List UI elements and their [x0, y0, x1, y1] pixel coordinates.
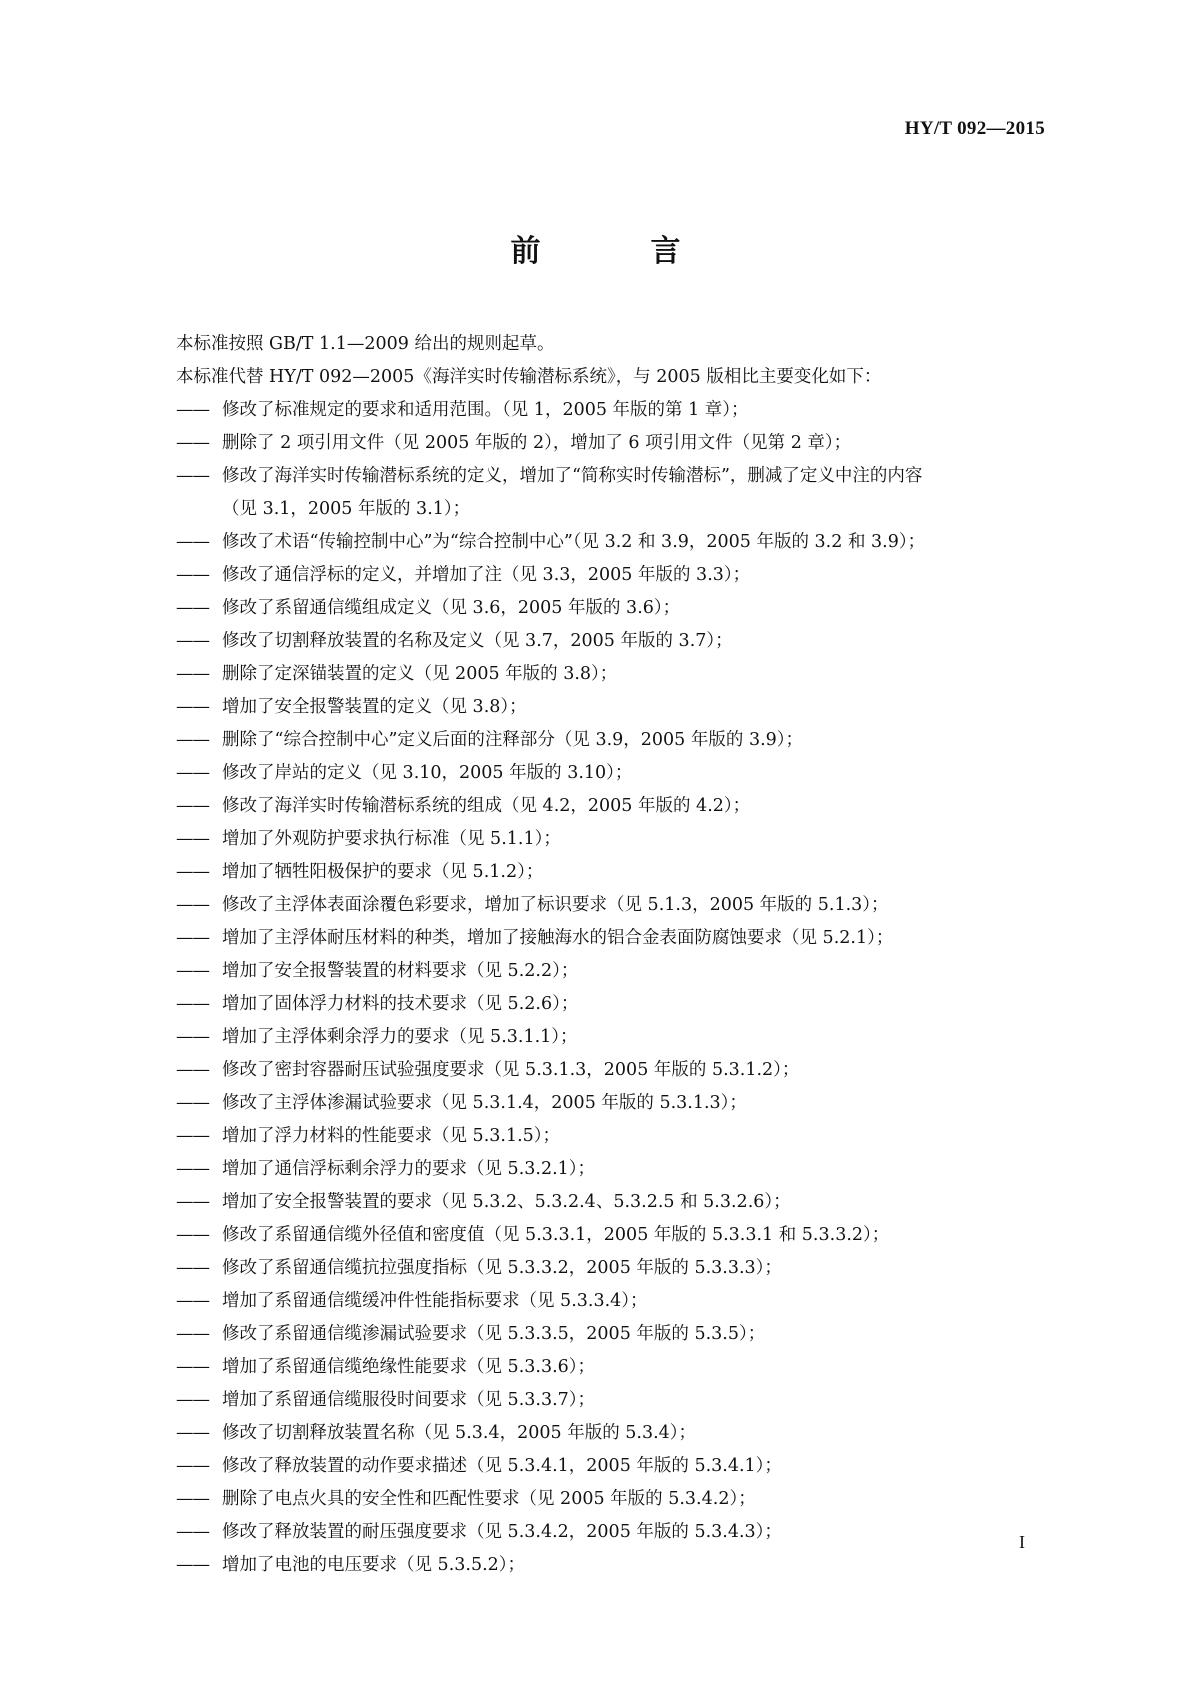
change-text: 修改了主浮体渗漏试验要求（见 5.3.1.4，2005 年版的 5.3.1.3）； [222, 1093, 747, 1113]
list-dash: —— [176, 928, 209, 948]
list-dash: —— [176, 664, 209, 684]
list-dash: —— [176, 400, 209, 420]
list-dash: —— [176, 796, 209, 816]
list-dash: —— [176, 1555, 209, 1575]
change-text: 增加了外观防护要求执行标准（见 5.1.1）； [222, 829, 561, 849]
change-text: 增加了主浮体剩余浮力的要求（见 5.3.1.1）； [222, 1027, 578, 1047]
change-list-item [176, 1087, 1056, 1120]
change-list-item [176, 1285, 1056, 1318]
list-dash: —— [176, 697, 209, 717]
list-dash: —— [176, 1489, 209, 1509]
list-dash: —— [176, 598, 209, 618]
change-list-item [176, 1384, 1056, 1417]
change-text: 修改了海洋实时传输潜标系统的组成（见 4.2，2005 年版的 4.2）； [222, 796, 751, 816]
list-dash: —— [176, 466, 209, 486]
change-text: 删除了定深锚装置的定义（见 2005 年版的 3.8）； [222, 664, 618, 684]
change-list-item [176, 1351, 1056, 1384]
list-dash: —— [176, 532, 209, 552]
list-dash: —— [176, 1291, 209, 1311]
change-list-item [176, 1318, 1056, 1351]
change-text: 增加了系留通信缆绝缘性能要求（见 5.3.3.6）； [222, 1357, 596, 1377]
intro-paragraph: 本标准按照 GB/T 1.1—2009 给出的规则起草。 [176, 334, 555, 354]
change-list-item [176, 1021, 1056, 1054]
change-list-item [176, 1450, 1056, 1483]
change-text: 修改了切割释放装置名称（见 5.3.4，2005 年版的 5.3.4）； [222, 1423, 697, 1443]
list-dash: —— [176, 1126, 209, 1146]
list-dash: —— [176, 1357, 209, 1377]
change-text: 增加了通信浮标剩余浮力的要求（见 5.3.2.1）； [222, 1159, 596, 1179]
change-list-item [176, 460, 1056, 526]
change-text: 增加了安全报警装置的定义（见 3.8）； [222, 697, 527, 717]
change-text: 修改了通信浮标的定义，并增加了注（见 3.3，2005 年版的 3.3）； [222, 565, 751, 585]
change-text: 修改了系留通信缆外径值和密度值（见 5.3.3.1，2005 年版的 5.3.3.1 和 5.3.3.2）； [222, 1225, 890, 1245]
list-dash: —— [176, 994, 209, 1014]
change-list-item [176, 922, 1056, 955]
list-dash: —— [176, 1456, 209, 1476]
change-text: 增加了安全报警装置的要求（见 5.3.2、5.3.2.4、5.3.2.5 和 5.3.2.6）； [222, 1192, 791, 1212]
change-text: 修改了释放装置的动作要求描述（见 5.3.4.1，2005 年版的 5.3.4.1）； [222, 1456, 782, 1476]
list-dash: —— [176, 1225, 209, 1245]
change-list-item [176, 394, 1056, 427]
list-dash: —— [176, 895, 209, 915]
change-text: 修改了主浮体表面涂覆色彩要求，增加了标识要求（见 5.1.3，2005 年版的 5.1.3）； [222, 895, 889, 915]
document-number: HY/T 092—2015 [904, 118, 1045, 139]
change-list-item [176, 526, 1056, 559]
change-list-item [176, 1516, 1056, 1549]
list-dash: —— [176, 1423, 209, 1443]
change-list-item [176, 757, 1056, 790]
change-list-item [176, 1219, 1056, 1252]
change-text: 修改了释放装置的耐压强度要求（见 5.3.4.2，2005 年版的 5.3.4.3）； [222, 1522, 782, 1542]
change-text: 修改了系留通信缆组成定义（见 3.6，2005 年版的 3.6）； [222, 598, 681, 618]
list-dash: —— [176, 1324, 209, 1344]
changes-list [176, 394, 1056, 1582]
change-text: 修改了切割释放装置的名称及定义（见 3.7，2005 年版的 3.7）； [222, 631, 733, 651]
list-dash: —— [176, 433, 209, 453]
change-list-item [176, 625, 1056, 658]
change-text: 修改了术语“传输控制中心”为“综合控制中心”（见 3.2 和 3.9，2005 年版的 3.2 和 3.9）； [222, 532, 926, 552]
change-text: 修改了标准规定的要求和适用范围。（见 1，2005 年版的第 1 章）； [222, 400, 749, 420]
change-list-item [176, 427, 1056, 460]
change-text: 增加了固体浮力材料的技术要求（见 5.2.6）； [222, 994, 579, 1014]
list-dash: —— [176, 829, 209, 849]
change-text: 增加了安全报警装置的材料要求（见 5.2.2）； [222, 961, 579, 981]
change-list-item [176, 955, 1056, 988]
list-dash: —— [176, 862, 209, 882]
list-dash: —— [176, 1159, 209, 1179]
change-list-item [176, 856, 1056, 889]
list-dash: —— [176, 1258, 209, 1278]
change-text: 增加了系留通信缆缓冲件性能指标要求（见 5.3.3.4）； [222, 1291, 648, 1311]
change-text: 删除了“综合控制中心”定义后面的注释部分（见 3.9，2005 年版的 3.9）； [222, 730, 804, 750]
change-list-item [176, 1252, 1056, 1285]
list-dash: —— [176, 565, 209, 585]
change-list-item [176, 592, 1056, 625]
list-dash: —— [176, 1192, 209, 1212]
change-text: 修改了海洋实时传输潜标系统的定义，增加了“简称实时传输潜标”，删减了定义中注的内容 [222, 466, 923, 486]
change-text: 增加了浮力材料的性能要求（见 5.3.1.5）； [222, 1126, 561, 1146]
list-dash: —— [176, 1390, 209, 1410]
list-dash: —— [176, 1522, 209, 1542]
change-text: 增加了系留通信缆服役时间要求（见 5.3.3.7）； [222, 1390, 596, 1410]
change-text: 删除了 2 项引用文件（见 2005 年版的 2），增加了 6 项引用文件（见第 2 章）； [222, 433, 852, 453]
change-list-item [176, 1054, 1056, 1087]
change-list-item [176, 658, 1056, 691]
change-text: 增加了牺牲阳极保护的要求（见 5.1.2）； [222, 862, 544, 882]
change-text: 修改了系留通信缆渗漏试验要求（见 5.3.3.5，2005 年版的 5.3.5）； [222, 1324, 766, 1344]
change-list-item [176, 559, 1056, 592]
change-text: 增加了主浮体耐压材料的种类，增加了接触海水的铝合金表面防腐蚀要求（见 5.2.1）； [222, 928, 894, 948]
change-text-continuation: （见 3.1，2005 年版的 3.1）； [222, 499, 471, 519]
change-list-item [176, 988, 1056, 1021]
list-dash: —— [176, 1093, 209, 1113]
change-text: 修改了密封容器耐压试验强度要求（见 5.3.1.3，2005 年版的 5.3.1.2）； [222, 1060, 800, 1080]
change-list-item [176, 823, 1056, 856]
change-list-item [176, 1483, 1056, 1516]
change-list-item [176, 1186, 1056, 1219]
change-text: 增加了电池的电压要求（见 5.3.5.2）； [222, 1555, 526, 1575]
change-text: 修改了岸站的定义（见 3.10，2005 年版的 3.10）； [222, 763, 633, 783]
list-dash: —— [176, 1027, 209, 1047]
change-list-item [176, 790, 1056, 823]
change-text: 删除了电点火具的安全性和匹配性要求（见 2005 年版的 5.3.4.2）； [222, 1489, 756, 1509]
change-list-item [176, 724, 1056, 757]
list-dash: —— [176, 730, 209, 750]
list-dash: —— [176, 631, 209, 651]
list-dash: —— [176, 763, 209, 783]
change-list-item [176, 1417, 1056, 1450]
change-list-item [176, 889, 1056, 922]
page-number: I [1019, 1532, 1025, 1552]
change-text: 修改了系留通信缆抗拉强度指标（见 5.3.3.2，2005 年版的 5.3.3.3）； [222, 1258, 782, 1278]
change-list-item [176, 691, 1056, 724]
page-title: 前 言 [510, 234, 721, 269]
change-list-item [176, 1153, 1056, 1186]
list-dash: —— [176, 1060, 209, 1080]
list-dash: —— [176, 961, 209, 981]
body-content [176, 328, 1056, 1582]
change-list-item [176, 1120, 1056, 1153]
intro-paragraph: 本标准代替 HY/T 092—2005《海洋实时传输潜标系统》，与 2005 版相比主要变化如下： [176, 367, 882, 387]
change-list-item [176, 1549, 1056, 1582]
